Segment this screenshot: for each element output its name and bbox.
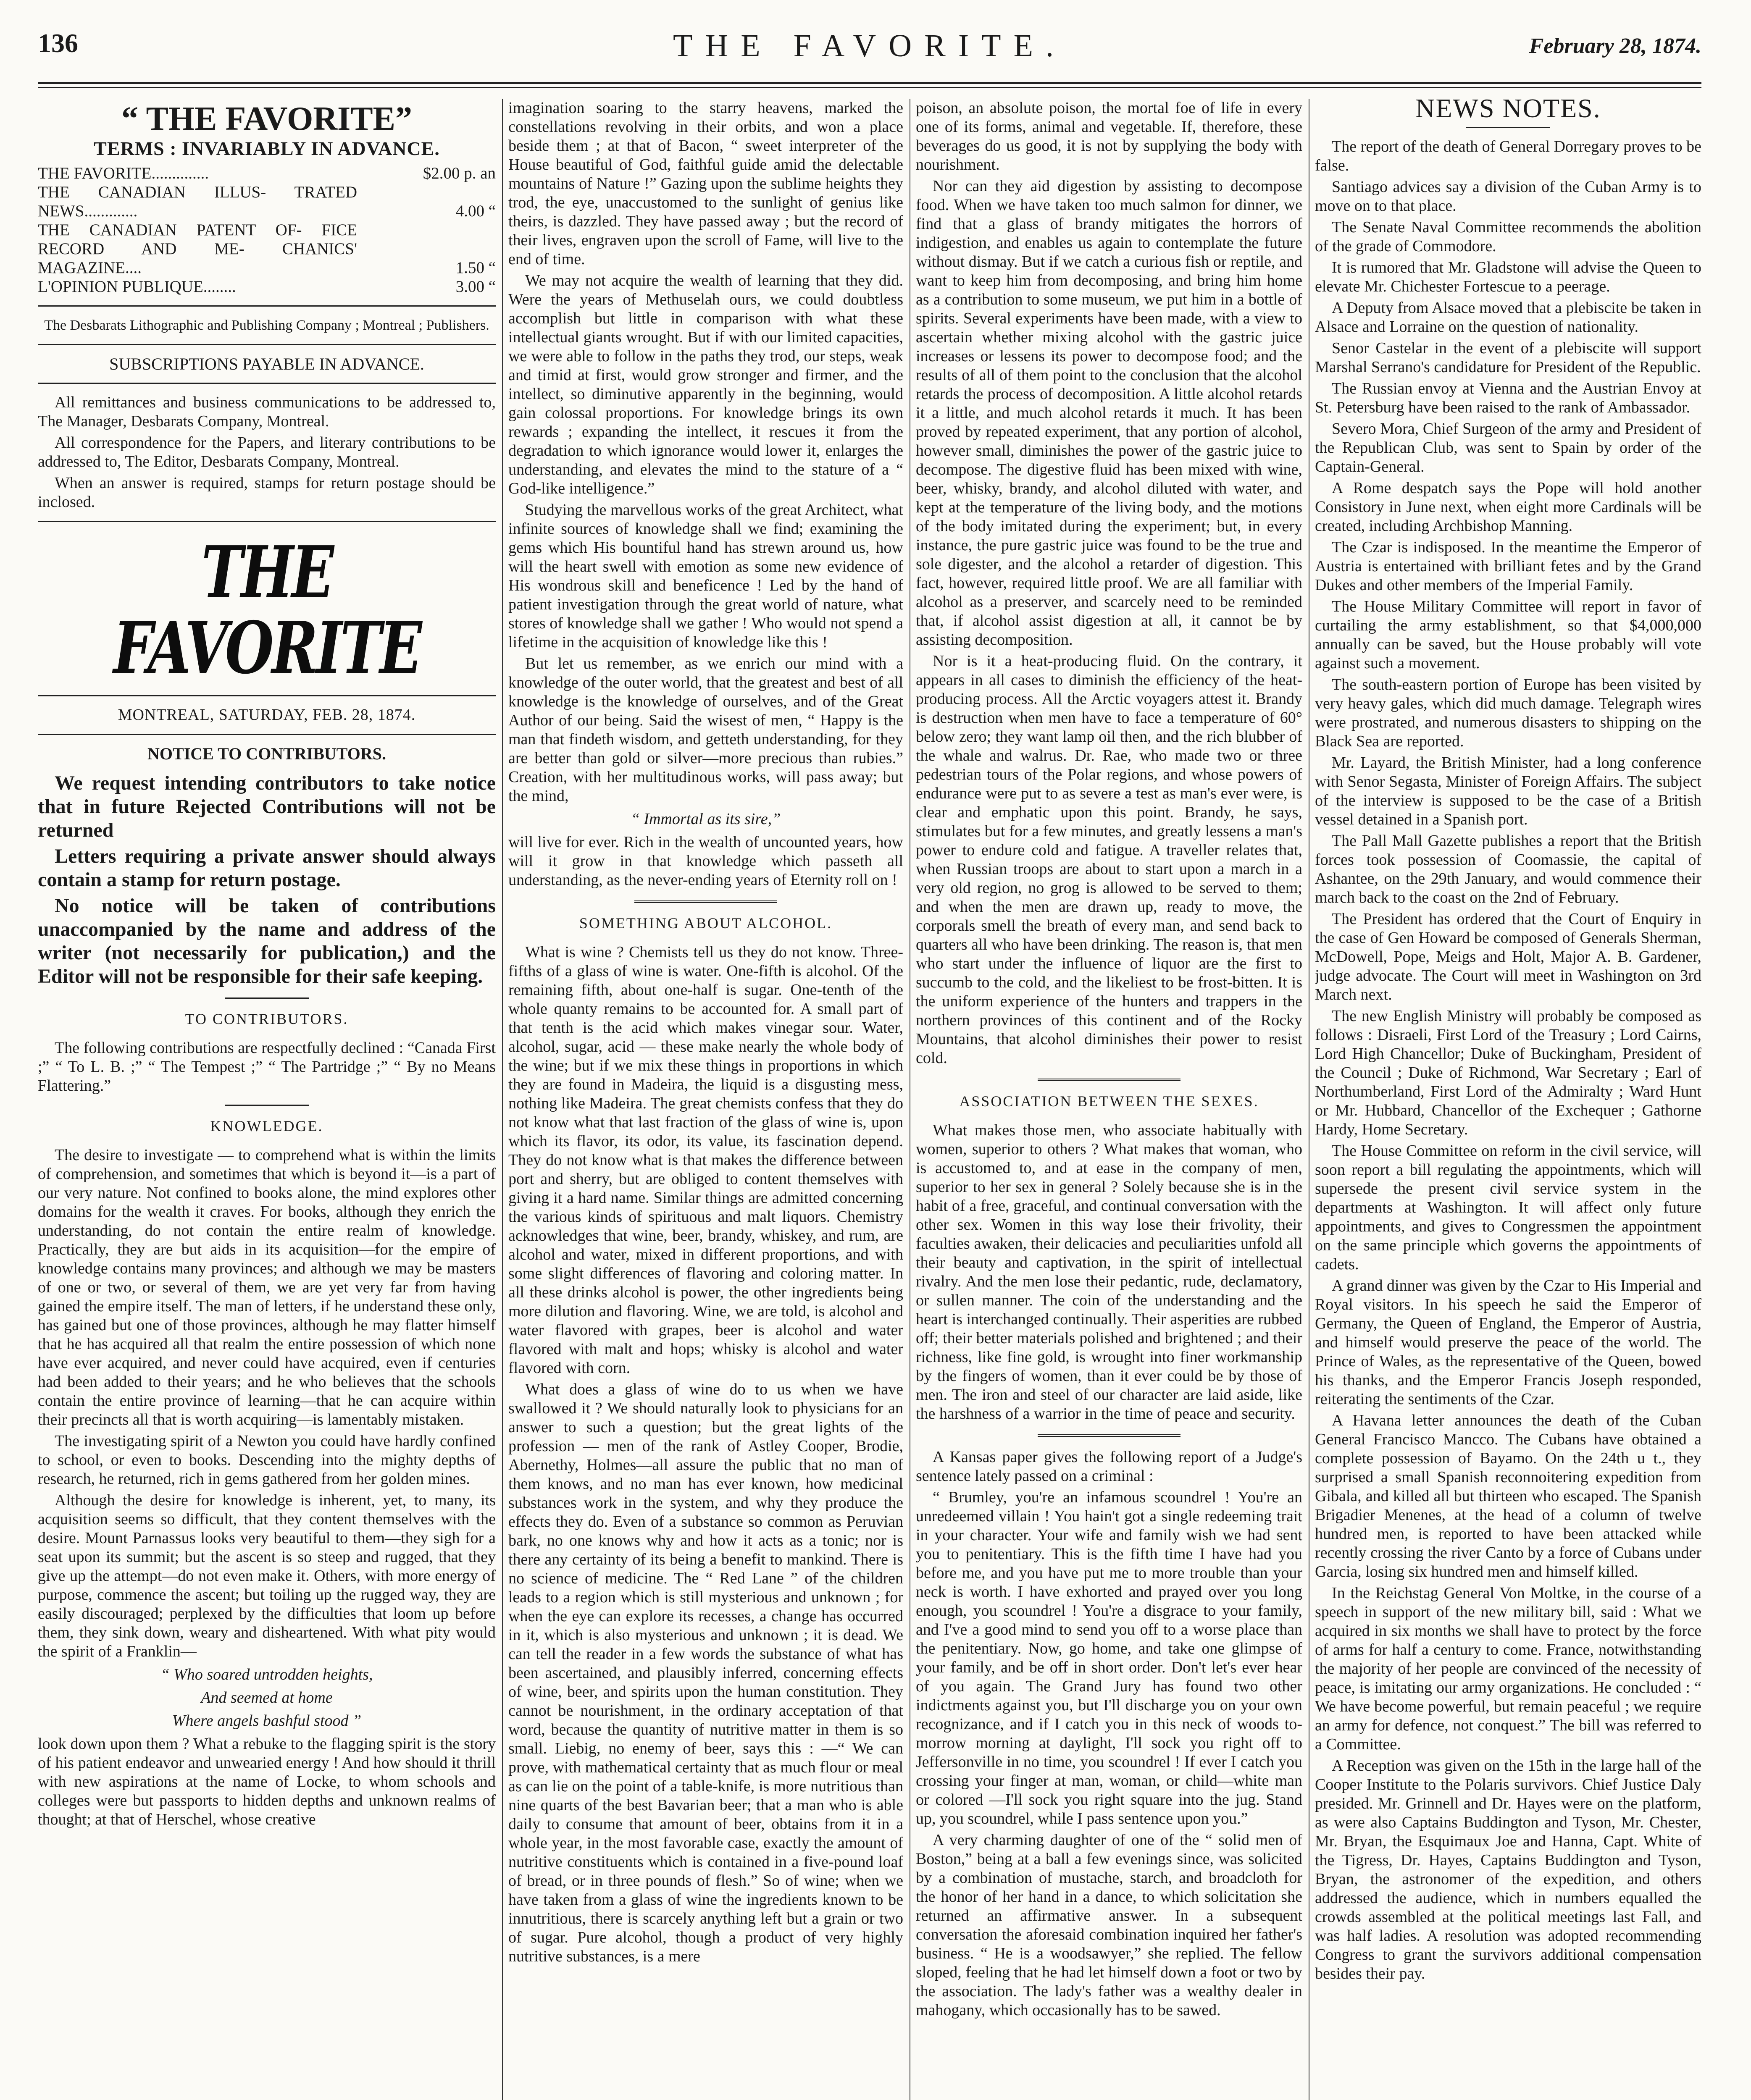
news-item: Severo Mora, Chief Surgeon of the army and President of the Republican Club, was sent to Spain by order of the Captain-General.: [1315, 420, 1701, 475]
news-item: A Deputy from Alsace moved that a plebiscite be taken in Alsace and Lorraine on the question of nationality.: [1315, 299, 1701, 336]
price-row: [38, 183, 496, 220]
association-title: ASSOCIATION BETWEEN THE SEXES.: [959, 1093, 1259, 1110]
news-item: A Rome despatch says the Pope will hold another Consistory in June next, when eight more Cardinals will be created, including Archbishop Manning.: [1315, 479, 1701, 535]
article-paragraph: Studying the marvellous works of the great Architect, what infinite sources of knowledge shall we find; examining the gems which His bountiful hand has strewn around us, how will the heart swell with emotion as some new evidence of His wondrous skill and beneficence ! Led by the hand of patient investigation through the great world of nature, what stores of knowledge shall we gather ! Who would not spend a lifetime in the acquisition of knowledge like this !: [508, 501, 903, 651]
news-item: The Russian envoy at Vienna and the Austrian Envoy at St. Petersburg have been raised to the rank of Ambassador.: [1315, 380, 1701, 416]
publisher-line: The Desbarats Lithographic and Publishing Company ; Montreal ; Publishers.: [44, 318, 489, 333]
notice-paragraph: No notice will be taken of contributions unaccompanied by the name and address of the writer (not necessarily for publication,) and the Editor will not be responsible for their safe keeping.: [38, 895, 496, 987]
article-paragraph: A Kansas paper gives the following report of a Judge's sentence lately passed on a criminal :: [916, 1448, 1302, 1485]
publication-price: 4.00 “: [455, 202, 496, 220]
news-item: The report of the death of General Dorregary proves to be false.: [1315, 138, 1701, 174]
news-item: The south-eastern portion of Europe has been visited by very heavy gales, which did much damage. Telegraph wires were prostrated, and numerous disasters to shipping on the Black Sea are reported.: [1315, 676, 1701, 750]
column-3: [916, 99, 1302, 2100]
correspondence-notice: All correspondence for the Papers, and literary contributions to be addressed to, The Editor, Desbarats Company, Montreal.: [38, 434, 496, 470]
news-item: The House Military Committee will report in favor of curtailing the army establishment, so that $4,000,000 annually can be saved, but the House probably will vote against such a movement.: [1315, 598, 1701, 672]
news-item: Senor Castelar in the event of a plebiscite will support Marshal Serrano's candidature for President of the Republic.: [1315, 339, 1701, 376]
publication-name: L'OPINION PUBLIQUE........: [38, 278, 236, 296]
publication-price: 1.50 “: [455, 259, 496, 277]
divider: [634, 900, 777, 903]
publication-price: 3.00 “: [455, 278, 496, 296]
article-paragraph: The investigating spirit of a Newton you could have hardly confined to school, or even to books. Descending into the mighty depths of research, he returned, rich in gems gathered from her golden mines.: [38, 1432, 496, 1488]
to-contributors-title: TO CONTRIBUTORS.: [185, 1011, 349, 1027]
article-paragraph: will live for ever. Rich in the wealth of uncounted years, how will it grow in that knowledge which passeth all understanding, as the never-ending years of Eternity roll on !: [508, 833, 903, 889]
news-item: The House Committee on reform in the civil service, will soon report a bill regulating the appointments, which will supersede the present civil service system in the departments at Washington. It will affect only future appointments, and gives to Congressmen the appointment on the same principle which governs the appointments of cadets.: [1315, 1142, 1701, 1273]
price-row: [38, 220, 496, 277]
news-item: A Reception was given on the 15th in the large hall of the Cooper Institute to the Polaris survivors. Chief Justice Daly presided. Mr. Grinnell and Dr. Hayes were on the platform, as were also Captains Buddington and Tyson, Mr. Chester, Mr. Bryan, the Esquimaux Joe and Hanna, Capt. White of the Tigress, Dr. Hayes, Captains Buddington and Tyson, Bryan, the astronomer of the expedition, and others addressed the audience, which in numbers equalled the crowds assembled at the political meetings last Fall, and was half ladies. A resolution was adopted recommending Congress to grant the survivors additional compensation besides their pay.: [1315, 1757, 1701, 1982]
news-notes-title: NEWS NOTES.: [1415, 99, 1601, 123]
page-number: 136: [38, 28, 78, 58]
issue-date: February 28, 1874.: [1529, 34, 1701, 58]
article-paragraph: What is wine ? Chemists tell us they do not know. Three-fifths of a glass of wine is water. One-fifth is alcohol. Of the remaining fifth, about one-half is sugar. One-tenth of the whole quanty remains to be accounted for. A small part of that tenth is the acid which makes vinegar sour. Water, alcohol, sugar, acid — these make nearly the whole body of the wine; but if we mix these things in proportions in which they are found in Madeira, the liquid is a disgusting mess, nothing like Madeira. The great chemists confess that they do not know what that last fraction of the glass of wine is, upon which its flavor, its odor, its value, its fascination depend. They do not know what is that makes the difference between port and sherry, but are obliged to content themselves with giving it a hard name. Similar things are admitted concerning the various kinds of spirituous and malt liquors. Chemistry acknowledges that wine, beer, brandy, whiskey, and rum, are alcohol and water, mixed in different proportions, and with some slight differences of flavoring and coloring matter. In all these drinks alcohol is power, the other ingredients being more dilution and flavoring. Wine, we are told, is alcohol and water flavored with grapes, beer is alcohol and water flavored with malt and hops; whisky is alcohol and water flavored with corn.: [508, 943, 903, 1377]
verse-line: Where angels bashful stood ”: [172, 1712, 362, 1730]
news-item: In the Reichstag General Von Moltke, in the course of a speech in support of the new military bill, said : What we acquired in six months we shall have to protect by the force of arms for half a century to come. France, notwithstanding the majority of her people are convinced of the necessity of peace, is imitating our army organizations. He concluded : “ We have become powerful, but remain peaceful ; we require an army for defence, not conquest.” The bill was referred to a Committee.: [1315, 1584, 1701, 1753]
header-rule-thin: [38, 87, 1701, 88]
divider: [38, 695, 496, 696]
divider: [38, 305, 496, 307]
divider: [38, 344, 496, 345]
divider: [38, 734, 496, 735]
divider: [1038, 1079, 1180, 1081]
column-divider: [502, 99, 503, 2100]
publication-name: THE CANADIAN ILLUS- TRATED NEWS.............: [38, 183, 357, 220]
news-item: The Senate Naval Committee recommends the abolition of the grade of Commodore.: [1315, 218, 1701, 255]
verse-line: “ Immortal as its sire,”: [631, 810, 781, 828]
news-item: It is rumored that Mr. Gladstone will advise the Queen to elevate Mr. Chichester Fortescue to a peerage.: [1315, 259, 1701, 295]
divider: [1466, 127, 1550, 128]
article-paragraph: look down upon them ? What a rebuke to the flagging spirit is the story of his patient endeavor and unwearied energy ! And how should it thrill with new aspirations at the name of Locke, to whom schools and colleges were but passports to hidden depths and unknown realms of thought; at that of Herschel, whose creative: [38, 1735, 496, 1828]
running-title: THE FAVORITE.: [673, 28, 1067, 63]
news-item: The Pall Mall Gazette publishes a report that the British forces took possession of Coomassie, the capital of Ashantee, on the 29th January, and would commence their march back to the coast on the 2nd of February.: [1315, 832, 1701, 906]
column-4: [1315, 99, 1701, 2100]
favorite-logo: [38, 530, 496, 690]
price-row: [38, 164, 496, 183]
divider: [225, 998, 309, 999]
news-item: Mr. Layard, the British Minister, had a long conference with Senor Segasta, Minister of Foreign Affairs. The subject of the interview is supposed to be the case of a British vessel detained in a Spanish port.: [1315, 754, 1701, 828]
article-paragraph: Although the desire for knowledge is inherent, yet, to many, its acquisition seems so difficult, that they content themselves with the desire. Mount Parnassus looks very beautiful to them—they sigh for a seat upon its summit; but the ascent is so steep and rugged, that they give up the attempt—do not even make it. Others, with more energy of purpose, commence the ascent; but toiling up the rugged way, they are easily discouraged; perplexed by the difficulties that loom up before them, they sink down, weary and disheartened. With what pity would the spirit of a Franklin—: [38, 1491, 496, 1660]
column-1: [38, 99, 496, 2100]
divider: [1038, 1434, 1180, 1437]
article-paragraph: poison, an absolute poison, the mortal foe of life in every one of its forms, animal and vegetable. If, therefore, these beverages do us good, it is not by supplying the body with nourishment.: [916, 99, 1302, 173]
column-2: [508, 99, 903, 2100]
price-row: [38, 277, 496, 296]
divider: [225, 1105, 309, 1106]
news-item: The Czar is indisposed. In the meantime the Emperor of Austria is entertained with brilliant fetes and by the Grand Dukes and other members of the Imperial Family.: [1315, 538, 1701, 594]
knowledge-title: KNOWLEDGE.: [210, 1118, 323, 1134]
verse-line: And seemed at home: [201, 1689, 333, 1706]
to-contributors-text: The following contributions are respectfully declined : “Canada First ;” “ To L. B. ;” “ The Tempest ;” “ The Partridge ;” “ By no Means Flattering.”: [38, 1039, 496, 1095]
article-paragraph: imagination soaring to the starry heavens, marked the constellations revolving in their orbits, and won a place beside them ; at that of Bacon, “ sweet interpreter of the House beautiful of God, faithful guide amid the delectable mountains of Nature !” Gazing upon the sublime heights they trod, the eye, unaccustomed to the sunlight of genius like theirs, is dazzled. They have passed away ; but the record of their lives, engraven upon the scroll of Fame, will live to the end of time.: [508, 99, 903, 268]
notice-title: NOTICE TO CONTRIBUTORS.: [147, 744, 386, 763]
article-paragraph: But let us remember, as we enrich our mind with a knowledge of the outer world, that the greatest and best of all knowledge is the knowledge of ourselves, and of the Great Author of our being. Said the wisest of men, “ Happy is the man that findeth wisdom, and getteth understanding, for they are better than gold or silver—more precious than rubies.” Creation, with her multitudinous works, will pass away; but the mind,: [508, 655, 903, 805]
news-item: Santiago advices say a division of the Cuban Army is to move on to that place.: [1315, 178, 1701, 215]
price-list: [38, 164, 496, 296]
running-header: [38, 28, 1701, 78]
article-paragraph: What makes those men, who associate habitually with women, superior to others ? What makes that woman, who is accustomed to, and at ease in the company of men, superior to her sex in general ? Solely because she is in the habit of a free, graceful, and continual conversation with the other sex. Women in this way lose their frivolity, their faculties awaken, their delicacies and peculiarities unfold all their beauty and captivation, in the spirit of intellectual rivalry. And the men lose their pedantic, rude, declamatory, or sullen manner. The coin of the understanding and the heart is interchanged continually. Their asperities are rubbed off; their better materials polished and brightened ; and their richness, like fine gold, is wrought into finer workmanship by the fingers of women, than it ever could be by those of men. The iron and steel of our character are laid aside, like the harshness of a warrior in the time of peace and security.: [916, 1121, 1302, 1423]
verse-line: “ Who soared untrodden heights,: [160, 1666, 373, 1683]
publication-price: $2.00 p. an: [423, 164, 496, 182]
notice-paragraph: Letters requiring a private answer should always contain a stamp for return postage.: [38, 845, 496, 891]
logo-wordmark: THE FAVORITE: [113, 530, 421, 690]
publication-name: THE CANADIAN PATENT OF- FICE RECORD AND ME- CHANICS' MAGAZINE....: [38, 221, 357, 277]
subscriptions-notice: SUBSCRIPTIONS PAYABLE IN ADVANCE.: [109, 354, 424, 373]
news-item: The new English Ministry will probably be composed as follows : Disraeli, First Lord of the Treasury ; Lord Cairns, Lord High Chancellor; Duke of Buckingham, President of the Council ; Duke of Richmond, War Secretary ; Earl of Northumberland, First Lord of the Admiralty ; Ward Hunt or Mr. Hubbard, Chancellor of the Exchequer ; Gathorne Hardy, Home Secretary.: [1315, 1007, 1701, 1138]
article-paragraph: What does a glass of wine do to us when we have swallowed it ? We should naturally look to physicians for an answer to such a question; but the great lights of the profession — men of the rank of Astley Cooper, Brodie, Abernethy, Holmes—all assure the public that no man of them knows, and no man has ever known, how medicinal substances work in the system, and why they produce the effects they do. Even of a substance so common as Peruvian bark, no one knows why and how it acts as a tonic; nor is there any certainty of its being a benefit to mankind. There is no science of medicine. The “ Red Lane ” of the children leads to a region which is still mysterious and unknown ; for when the eye can explore its recesses, a change has occurred in it, which is also mysterious and unknown ; it is dead. We can tell the reader in a few words the substance of what has been ascertained, and plausibly inferred, concerning effects of wine, beer, and spirits upon the human constitution. They cannot be nourishment, in the ordinary acceptation of that word, because the quantity of nutritive matter in them is so small. Liebig, no enemy of beer, says this : —“ We can prove, with mathematical certainty that as much flour or meal as can lie on the point of a table-knife, is more nutritious than nine quarts of the best Bavarian beer; that a man who is able daily to consume that amount of beer, obtains from it in a whole year, in the most favorable case, exactly the amount of nutritive constituents which is contained in a five-pound loaf of bread, or in three pounds of flesh.” So of wine; when we have taken from a glass of wine the ingredients known to be innutritious, there is scarcely anything left but a grain or two of sugar. Pure alcohol, though a product of very highly nutritive substances, is a mere: [508, 1381, 903, 1965]
article-paragraph: “ Brumley, you're an infamous scoundrel ! You're an unredeemed villain ! You hain't got a single redeeming trait in your character. Your wife and family wish we had sent you to penitentiary. This is the fifth time I have had you before me, and you have put me to more trouble than your neck is worth. I have exhorted and prayed over you long enough, you scoundrel ! You're a disgrace to your family, and I've a good mind to send you off to a worse place than the penitentiary. Now, go home, and take one glimpse of your family, and be off in short order. Don't let's ever hear of you again. The Grand Jury has found two other indictments against you, but I'll discharge you on your own recognizance, and if I catch you in this neck of woods to-morrow morning at daylight, I'll sock you right off to Jeffersonville in no time, you scoundrel ! If ever I catch you crossing your finger at man, woman, or child—white man or colored —I'll sock you right square into the jug. Stand up, you scoundrel, while I pass sentence upon you.”: [916, 1488, 1302, 1827]
notice-paragraph: We request intending contributors to take notice that in future Rejected Contributions will not be returned: [38, 772, 496, 841]
header-rule: [38, 82, 1701, 84]
publication-name: THE FAVORITE..............: [38, 164, 209, 182]
stamps-notice: When an answer is required, stamps for return postage should be inclosed.: [38, 474, 496, 511]
article-paragraph: The desire to investigate — to comprehend what is within the limits of comprehension, and sometimes that which is beyond it—is a part of our very nature. Not confined to books alone, the mind explores other domains for the wealth it craves. For books, although they enrich the understanding, do not contain the entire realm of knowledge. Practically, they are but aids in its acquisition—for the empire of knowledge contains many provinces; and although we may be masters of one or two, or several of them, we are yet very far from having gained the empire itself. The man of letters, if he understand these only, has gained but one of those provinces, although he may flatter himself that he has acquired all that realm the entire possession of which none have ever acquired, and never could have acquired, even if centuries had been added to their years; and he who believes that the schools contain the entire province of learning—that he can acquire within their precincts all that is worth acquiring—is lamentably mistaken.: [38, 1146, 496, 1428]
news-item: The President has ordered that the Court of Enquiry in the case of Gen Howard be composed of Generals Sherman, McDowell, Pope, Meigs and Holt, Major A. B. Gardener, judge advocate. The Court will meet in Washington on 3rd March next.: [1315, 910, 1701, 1003]
alcohol-title: SOMETHING ABOUT ALCOHOL.: [579, 915, 833, 932]
article-paragraph: Nor can they aid digestion by assisting to decompose food. When we have taken too much salmon for dinner, we find that a glass of brandy mitigates the horrors of indigestion, and enables us again to contemplate the future without dismay. But if we catch a curious fish or reptile, and want to keep him from decomposing, and bring him home as a contribution to some museum, we put him in a bottle of spirits. Several experiments have been made, with a view to ascertain whether mixing alcohol with the gastric juice increases or lessens its power to decompose food; and the results of all of them point to the conclusion that the alcohol retards the process of decomposition. A little alcohol retards it a little, and much alcohol retards it much. It has been proved by repeated experiment, that any portion of alcohol, however small, diminishes the power of the gastric juice to decompose. The digestive fluid has been mixed with wine, beer, whisky, brandy, and alcohol diluted with water, and kept at the temperature of the living body, and the motions of the body imitated during the experiment; but, in every instance, the pure gastric juice was found to be the true and sole digester, and the alcohol a retarder of digestion. This fact, however, required little proof. We are all familiar with alcohol as a preserver, and scarcely need to be reminded that, if alcohol assist digestion at all, it cannot be by assisting decomposition.: [916, 177, 1302, 648]
dateline: MONTREAL, SATURDAY, FEB. 28, 1874.: [118, 706, 416, 724]
terms-heading: TERMS : INVARIABLY IN ADVANCE.: [94, 138, 440, 159]
remittances-notice: All remittances and business communications to be addressed to, The Manager, Desbarats Company, Montreal.: [38, 394, 496, 430]
article-paragraph: We may not acquire the wealth of learning that they did. Were the years of Methuselah ours, we could doubtless accomplish but little in comparison with what these intellectual giants wrought. But if with our limited capacities, we were able to follow in the paths they trod, our steps, weak and timid at first, would grow stronger and firmer, and the intellect, so diminutive apparently in the beginning, would gain colossal proportions. For knowledge brings its own rewards ; expanding the intellect, it rescues it from the degradation to which ignorance would lower it, enlarges the understanding, and elevates the mind to the stature of a “ God-like intelligence.”: [508, 272, 903, 497]
divider: [38, 383, 496, 384]
masthead-title: “ THE FAVORITE”: [121, 100, 412, 137]
article-paragraph: Nor is it a heat-producing fluid. On the contrary, it appears in all cases to diminish the efficiency of the heat-producing process. All the Arctic voyagers attest it. Brandy is destruction when men have to face a temperature of 60° below zero; they want lamp oil then, and the rich blubber of the whale and walrus. Dr. Rae, who made two or three pedestrian tours of the Polar regions, and whose powers of endurance were put to as severe a test as man's ever were, is clear and emphatic upon this point. Brandy, he says, stimulates but for a few minutes, and greatly lessens a man's power to endure cold and fatigue. A traveller relates that, when Russian troops are about to start upon a march in a very old region, no grog is allowed to be served to them; and when the men are drawn up, ready to move, the corporals smell the breath of every man, and send back to quarters all who have been drinking. The reason is, that men who start under the influence of liquor are the first to succumb to the cold, and the likeliest to be frost-bitten. It is the uniform experience of the hunters and trappers in the northern provinces of this continent and of the Rocky Mountains, that alcohol diminishes their power to resist cold.: [916, 652, 1302, 1067]
news-item: A grand dinner was given by the Czar to His Imperial and Royal visitors. In his speech he said the Emperor of Germany, the Queen of England, the Emperor of Austria, and himself would preserve the peace of the world. The Prince of Wales, as the representative of the Queen, bowed his thanks, and the Emperor Francis Joseph responded, reiterating the sentiments of the Czar.: [1315, 1277, 1701, 1408]
news-item: A Havana letter announces the death of the Cuban General Francisco Mancco. The Cubans have obtained a complete possession of Bayamo. On the 24th u t., they surprised a small Spanish reconnoitering expedition from Gibala, and killed all but thirteen who escaped. The Spanish Brigadier Menenes, at the head of a column of twelve hundred men, is reported to have been attacked while recently crossing the river Canto by a force of Cubans under Garcia, losing six hundred men and himself killed.: [1315, 1412, 1701, 1580]
divider: [38, 521, 496, 522]
article-paragraph: A very charming daughter of one of the “ solid men of Boston,” being at a ball a few evenings since, was solicited by a combination of mustache, starch, and broadcloth for the honor of her hand in a dance, to which solicitation she returned an affirmative answer. In a subsequent conversation the aforesaid combination inquired her father's business. “ He is a woodsawyer,” she replied. The fellow sloped, feeling that he had let himself down a foot or two by the association. The lady's father was a wealthy dealer in mahogany, which occasionally has to be sawed.: [916, 1831, 1302, 2019]
